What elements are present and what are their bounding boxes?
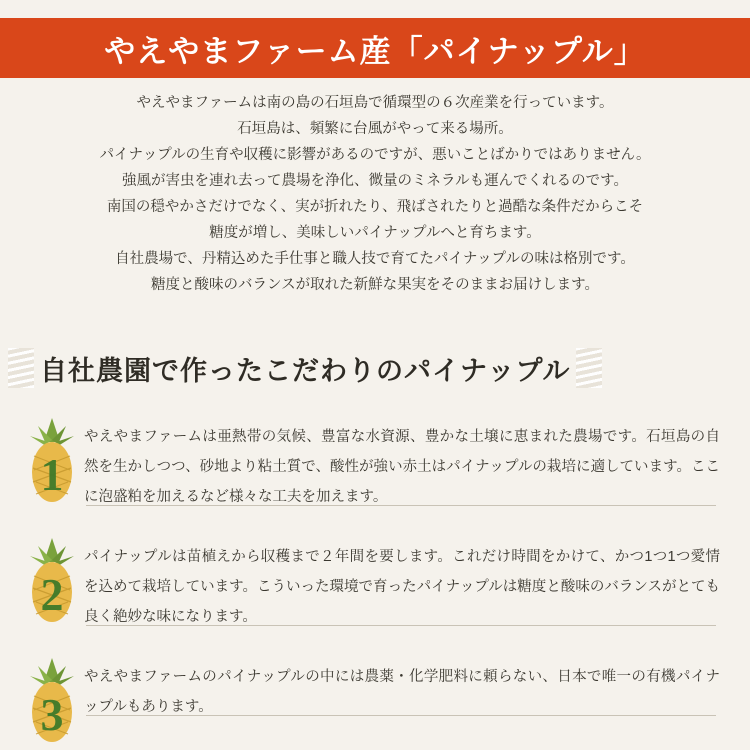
intro-line: 強風が害虫を連れ去って農場を浄化、微量のミネラルも運んでくれるのです。	[122, 173, 628, 189]
svg-text:2: 2	[40, 569, 64, 620]
stripe-decoration-right	[576, 348, 602, 388]
intro-line: 糖度が増し、美味しいパイナップルへと育ちます。	[209, 225, 541, 241]
list-item	[0, 412, 750, 512]
page-title: やえやまファーム産「パイナップル」	[104, 33, 646, 69]
pineapple-icon	[24, 652, 80, 748]
divider	[86, 625, 716, 626]
list-item	[0, 532, 750, 632]
svg-text:3: 3	[40, 689, 64, 740]
list-item-text-wrap	[84, 412, 720, 512]
svg-text:1: 1	[40, 449, 64, 500]
pineapple-icon	[24, 412, 80, 508]
divider	[86, 505, 716, 506]
list-item-text: やえやまファームは亜熱帯の気候、豊富な水資源、豊かな土壌に恵まれた農場です。石垣島の自然を生かしつつ、砂地より粘土質で、酸性が強い赤土はパイナップルの栽培に適しています。ここに泡盛粕を加えるなど様々な工夫を加えます。	[84, 429, 720, 505]
section-heading-label: 自社農園で作ったこだわりのパイナップル	[40, 355, 571, 386]
header-banner	[0, 18, 750, 78]
list-item	[0, 652, 750, 748]
intro-line: 南国の穏やかさだけでなく、実が折れたり、飛ばされたりと過酷な条件だからこそ	[106, 199, 644, 215]
pineapple-icon	[24, 532, 80, 628]
points-list	[0, 412, 750, 748]
intro-line: パイナップルの生育や収穫に影響があるのですが、悪いことばかりではありません。	[99, 147, 651, 163]
stripe-decoration-left	[8, 348, 34, 388]
intro-line: 自社農場で、丹精込めた手仕事と職人技で育てたパイナップルの味は格別です。	[115, 251, 635, 267]
divider	[86, 715, 716, 716]
list-item-text-wrap	[84, 532, 720, 632]
list-item-text: パイナップルは苗植えから収穫まで２年間を要します。これだけ時間をかけて、かつ1つ1つ愛情を込めて栽培しています。こういった環境で育ったパイナップルは糖度と酸味のバランスがとても良く絶妙な味になります。	[84, 549, 720, 625]
intro-line: 糖度と酸味のバランスが取れた新鮮な果実をそのままお届けします。	[151, 277, 599, 293]
intro-line: やえやまファームは南の島の石垣島で循環型の６次産業を行っています。	[136, 95, 614, 111]
intro-paragraph	[0, 90, 750, 298]
intro-line: 石垣島は、頻繁に台風がやって来る場所。	[237, 121, 513, 137]
list-item-text: やえやまファームのパイナップルの中には農薬・化学肥料に頼らない、日本で唯一の有機パイナップルもあります。	[84, 669, 720, 715]
list-item-text-wrap	[84, 652, 720, 722]
section-heading	[0, 346, 750, 390]
